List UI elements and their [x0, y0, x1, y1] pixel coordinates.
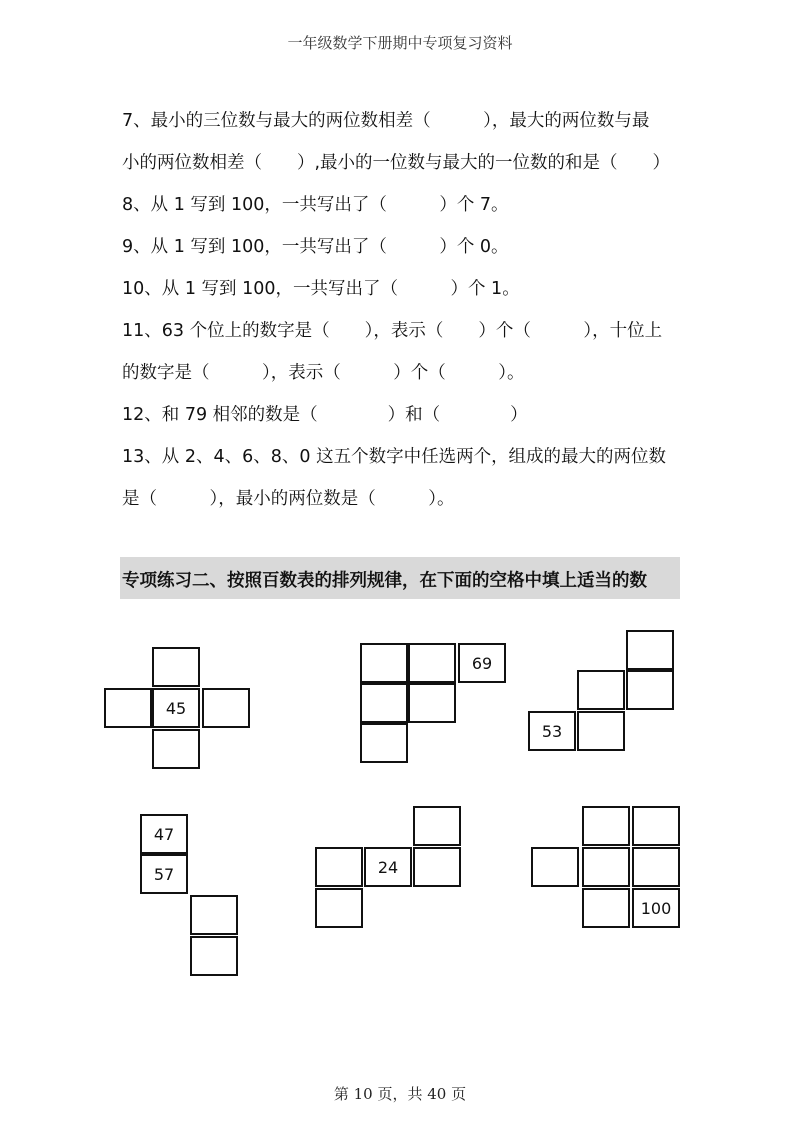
- puzzle1-cell-left[interactable]: [104, 688, 152, 728]
- question-7-line-2: 小的两位数相差（ ）,最小的一位数与最大的一位数的和是（ ）: [122, 153, 671, 173]
- question-10: 10、从 1 写到 100，一共写出了（ ）个 1。: [122, 279, 520, 299]
- question-13-line-1: 13、从 2、4、6、8、0 这五个数字中任选两个，组成的最大的两位数: [122, 447, 667, 467]
- page-header: 一年级数学下册期中专项复习资料: [287, 34, 513, 52]
- puzzle3-cell[interactable]: [577, 711, 625, 751]
- puzzle2-cell[interactable]: [408, 683, 456, 723]
- puzzle6-cell[interactable]: [632, 847, 680, 887]
- question-11-line-1: 11、63 个位上的数字是（ ），表示（ ）个（ ），十位上: [122, 321, 663, 341]
- puzzle6-cell-known: 100: [632, 888, 680, 928]
- puzzle3-cell-known: 53: [528, 711, 576, 751]
- question-8: 8、从 1 写到 100，一共写出了（ ）个 7。: [122, 195, 509, 215]
- puzzle4-cell-known: 47: [140, 814, 188, 854]
- puzzle3-cell[interactable]: [626, 630, 674, 670]
- puzzle2-cell[interactable]: [360, 683, 408, 723]
- page-footer: 第 10 页，共 40 页: [333, 1085, 467, 1103]
- section-title: 专项练习二、按照百数表的排列规律，在下面的空格中填上适当的数: [122, 571, 647, 591]
- puzzle3-cell[interactable]: [577, 670, 625, 710]
- question-7-line-1: 7、最小的三位数与最大的两位数相差（ ），最大的两位数与最: [122, 111, 650, 131]
- puzzle1-cell-center: 45: [152, 688, 200, 728]
- puzzle5-cell-known: 24: [364, 847, 412, 887]
- puzzle2-cell[interactable]: [408, 643, 456, 683]
- puzzle6-cell[interactable]: [531, 847, 579, 887]
- puzzle3-cell[interactable]: [626, 670, 674, 710]
- puzzle4-cell[interactable]: [190, 936, 238, 976]
- puzzle6-cell[interactable]: [582, 806, 630, 846]
- puzzle5-cell[interactable]: [413, 806, 461, 846]
- puzzle4-cell[interactable]: [190, 895, 238, 935]
- question-12: 12、和 79 相邻的数是（ ）和（ ）: [122, 405, 528, 425]
- puzzle6-cell[interactable]: [582, 847, 630, 887]
- puzzle1-cell-bottom[interactable]: [152, 729, 200, 769]
- question-13-line-2: 是（ ），最小的两位数是（ ）。: [122, 489, 455, 509]
- section-banner: [120, 557, 680, 599]
- puzzle5-cell[interactable]: [315, 847, 363, 887]
- question-9: 9、从 1 写到 100，一共写出了（ ）个 0。: [122, 237, 509, 257]
- puzzle1-cell-top[interactable]: [152, 647, 200, 687]
- puzzle1-cell-right[interactable]: [202, 688, 250, 728]
- puzzle4-cell-known: 57: [140, 854, 188, 894]
- puzzle2-cell[interactable]: [360, 723, 408, 763]
- puzzle6-cell[interactable]: [632, 806, 680, 846]
- puzzle2-cell-known: 69: [458, 643, 506, 683]
- puzzle5-cell[interactable]: [413, 847, 461, 887]
- puzzle5-cell[interactable]: [315, 888, 363, 928]
- puzzle6-cell[interactable]: [582, 888, 630, 928]
- puzzle2-cell[interactable]: [360, 643, 408, 683]
- question-11-line-2: 的数字是（ ），表示（ ）个（ ）。: [122, 363, 525, 383]
